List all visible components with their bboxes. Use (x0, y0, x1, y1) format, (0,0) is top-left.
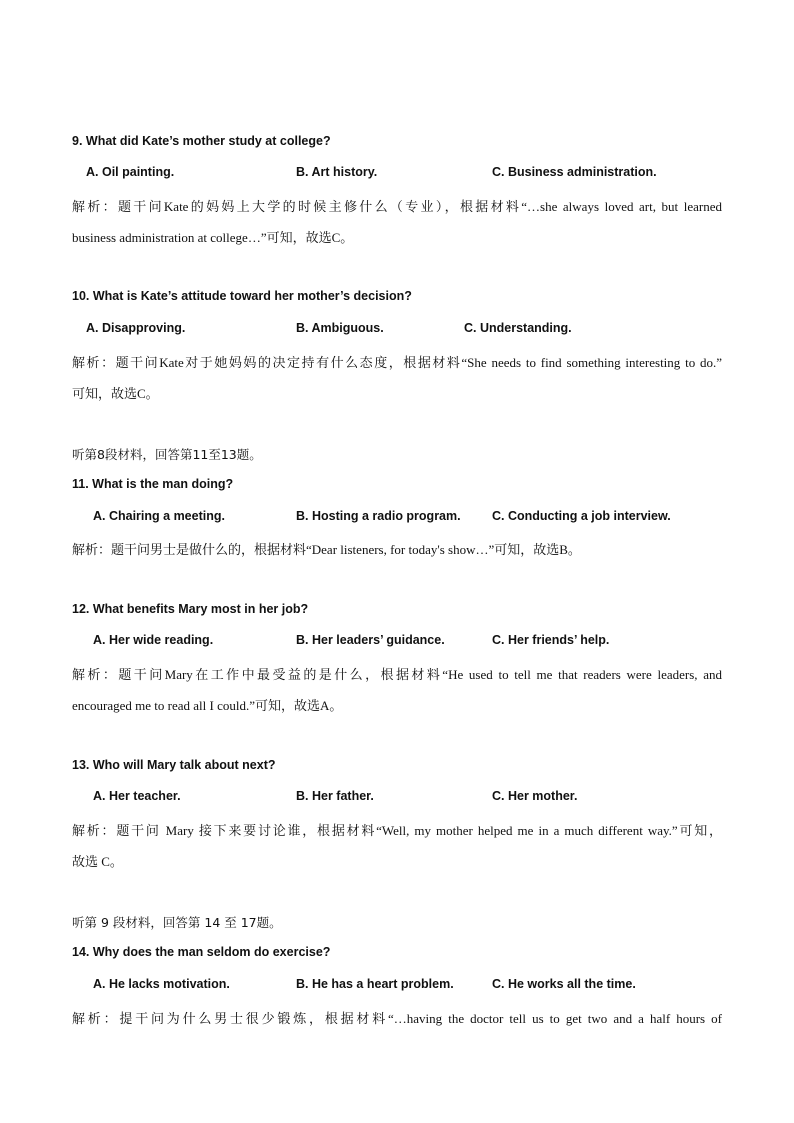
section-8-heading: 听第8段材料，回答第11至13题。 (72, 447, 262, 462)
question-14-explanation-line1: 解析：提干问为什么男士很少锻炼，根据材料“…having the doctor tell us to get two and a half hours of (72, 1011, 722, 1026)
question-12-option-c: C. Her friends’ help. (492, 633, 610, 647)
question-13-explanation-line2: 故选 C。 (72, 854, 123, 869)
question-9-option-a: A. Oil painting. (86, 165, 175, 179)
question-12-option-a: A. Her wide reading. (93, 633, 214, 647)
question-12-explanation-line1: 解析：题干问Mary在工作中最受益的是什么，根据材料“He used to tell me that readers were leaders, and (72, 667, 722, 682)
question-11-option-c: C. Conducting a job interview. (492, 509, 671, 523)
question-10-option-c: C. Understanding. (464, 321, 572, 335)
question-10-option-a: A. Disapproving. (86, 321, 186, 335)
question-13-explanation-line1: 解析：题干问 Mary 接下来要讨论谁，根据材料“Well, my mother helped me in a much different way.”可知， (72, 823, 722, 838)
question-11-stem: 11. What is the man doing? (72, 477, 234, 491)
section-9-heading: 听第 9 段材料，回答第 14 至 17题。 (72, 915, 282, 930)
question-14-option-a: A. He lacks motivation. (93, 977, 230, 991)
question-12-option-b: B. Her leaders’ guidance. (296, 633, 445, 647)
question-13-option-a: A. Her teacher. (93, 789, 181, 803)
question-14-option-c: C. He works all the time. (492, 977, 636, 991)
question-11-option-b: B. Hosting a radio program. (296, 509, 461, 523)
question-13-stem: 13. Who will Mary talk about next? (72, 758, 276, 772)
question-12-stem: 12. What benefits Mary most in her job? (72, 602, 309, 616)
question-9-explanation-line2: business administration at college…”可知，故选C。 (72, 230, 354, 245)
question-14-option-b: B. He has a heart problem. (296, 977, 454, 991)
question-10-stem: 10. What is Kate’s attitude toward her mother’s decision? (72, 289, 412, 303)
question-11-explanation-line1: 解析：题干问男士是做什么的，根据材料“Dear listeners, for today's show…”可知，故选B。 (72, 542, 581, 557)
question-14-stem: 14. Why does the man seldom do exercise? (72, 945, 331, 959)
question-10-explanation-line2: 可知，故选C。 (72, 386, 159, 401)
question-10-explanation-line1: 解析：题干问Kate对于她妈妈的决定持有什么态度，根据材料“She needs to find something interesting to do.” (72, 355, 722, 370)
question-13-option-c: C. Her mother. (492, 789, 578, 803)
question-9-explanation-line1: 解析：题干问Kate的妈妈上大学的时候主修什么（专业），根据材料“…she always loved art, but learned (72, 199, 722, 214)
question-9-option-b: B. Art history. (296, 165, 378, 179)
question-13-option-b: B. Her father. (296, 789, 374, 803)
question-10-option-b: B. Ambiguous. (296, 321, 384, 335)
question-9-stem: 9. What did Kate’s mother study at college? (72, 134, 331, 148)
question-11-option-a: A. Chairing a meeting. (93, 509, 225, 523)
question-9-option-c: C. Business administration. (492, 165, 657, 179)
question-12-explanation-line2: encouraged me to read all I could.”可知，故选A。 (72, 698, 343, 713)
